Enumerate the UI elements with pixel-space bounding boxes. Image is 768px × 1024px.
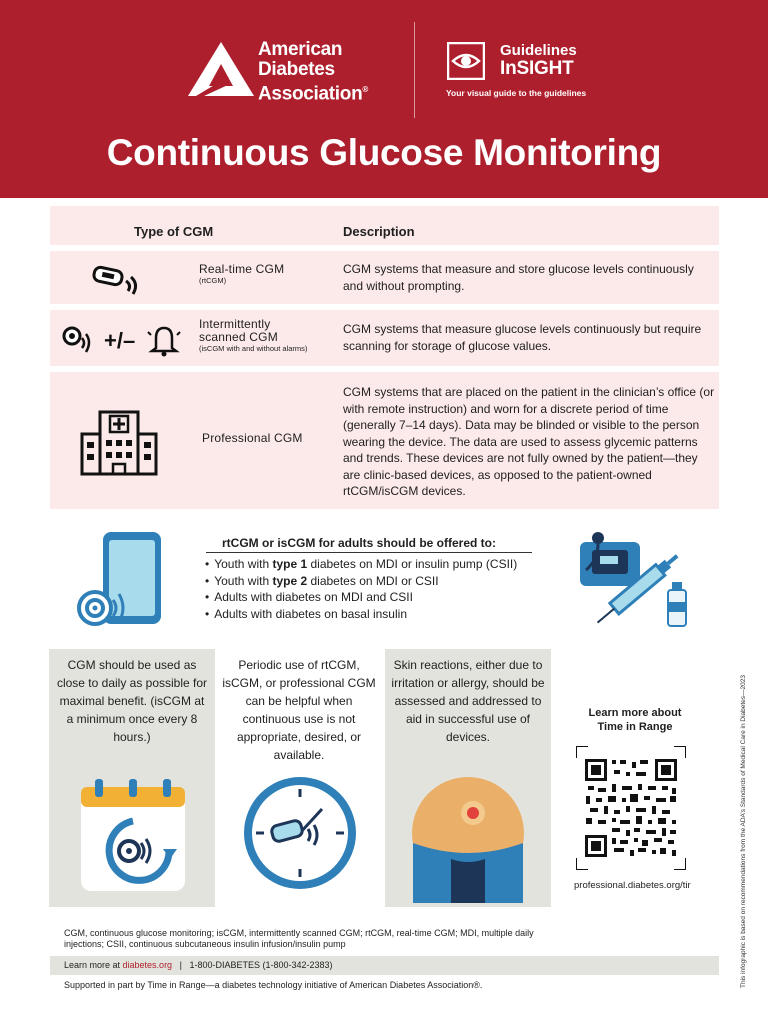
list-item: • Adults with diabetes on basal insulin (205, 606, 517, 623)
series-title-line-1: Guidelines (500, 42, 577, 59)
smartphone-sensor-icon (75, 530, 165, 630)
qr-heading: Learn more about Time in Range (588, 707, 682, 733)
separator: | (174, 960, 187, 970)
table-row (50, 310, 719, 366)
offer-heading-rule (206, 552, 532, 553)
card-text: CGM should be used as close to daily as possible for maximal benefit. (isCGM at a minimum once every 8 hours.) (56, 658, 208, 744)
diabetes-org-link[interactable]: diabetes.org (122, 960, 173, 970)
svg-text:+/–: +/– (104, 328, 136, 353)
cgm-type-name (199, 318, 307, 354)
header-divider (414, 22, 415, 118)
ada-triangle-logo-icon (186, 40, 256, 98)
page-title: Continuous Glucose Monitoring (106, 132, 662, 173)
column-header-type: Type of CGM (134, 224, 214, 239)
phone-number: 1-800-DIABETES (1-800-342-2383) (189, 960, 333, 970)
learn-more-bar (50, 956, 719, 975)
org-line-3: Association (258, 83, 363, 105)
info-card-periodic-use (216, 649, 382, 907)
ada-wordmark (258, 40, 368, 104)
qr-url[interactable]: professional.diabetes.org/tir (574, 880, 691, 891)
column-header-description: Description (343, 224, 415, 239)
scan-plusminus-alarm-icon (60, 320, 190, 358)
info-card-daily-use (49, 649, 215, 907)
series-tagline: Your visual guide to the guidelines (446, 88, 587, 98)
cgm-type-abbr: (isCGM with and without alarms) (199, 344, 308, 353)
cgm-sensor-icon (92, 263, 144, 295)
cgm-type-label: Professional CGM (202, 431, 303, 445)
cgm-type-name (199, 263, 284, 286)
cgm-type-description: CGM systems that measure glucose levels continuously but require scanning for storage of glucose values. (343, 322, 702, 353)
table-row (50, 251, 719, 304)
table-header-row (50, 206, 719, 245)
cgm-type-description: CGM systems that measure and store glucose levels continuously and without prompting. (343, 262, 694, 293)
clock-icon (240, 773, 360, 893)
list-item: • Adults with diabetes on MDI and CSII (205, 589, 517, 606)
list-item: • Youth with type 2 diabetes on MDI or CSII (205, 573, 517, 590)
calendar-icon (79, 777, 187, 895)
header-banner (0, 0, 768, 198)
qr-code-icon[interactable] (576, 746, 686, 870)
list-item: • Youth with type 1 diabetes on MDI or insulin pump (CSII) (205, 556, 517, 573)
cgm-type-name (202, 432, 303, 445)
supported-by-note: Supported in part by Time in Range—a diabetes technology initiative of American Diabetes Association®. (64, 980, 483, 990)
eye-book-icon (447, 42, 485, 80)
org-line-2: Diabetes (258, 59, 335, 80)
table-row (50, 372, 719, 509)
cgm-type-label: Intermittently scanned CGM (199, 317, 278, 344)
cgm-type-description: CGM systems that are placed on the patient in the clinician’s office (or with remote instruction) and worn for a discrete period of time (generally 7–14 days). Data may be blinded or visible to the person wearing the device. The data are used to assess glycemic patterns and trends. These devices are not fully owned by the patient—they are clinic-based devices, as opposed to the patient-owned rtCGM/isCGM devices. (343, 385, 715, 498)
series-title-line-2: InSIGHT (500, 58, 574, 79)
cgm-type-abbr: (rtCGM) (199, 276, 227, 285)
card-text: Periodic use of rtCGM, isCGM, or professional CGM can be helpful when continuous use is not appropriate, desired, or available. (222, 658, 376, 762)
insulin-pump-syringe-icon (578, 530, 690, 630)
card-text: Skin reactions, either due to irritation or allergy, should be assessed and addressed to aid in successful use of devices. (391, 658, 545, 744)
registered-mark: ® (362, 85, 369, 94)
cgm-type-label: Real-time CGM (199, 262, 285, 276)
side-source-note: This infographic is based on recommendations from the ADA’s Standards of Medical Care in Diabetes—2023 (740, 674, 747, 988)
skin-reaction-icon (411, 773, 525, 903)
learn-more-prefix: Learn more at (64, 960, 123, 970)
hospital-icon (80, 408, 158, 476)
offer-list (205, 556, 517, 622)
info-card-skin-reactions (385, 649, 551, 907)
abbreviations-note: CGM, continuous glucose monitoring; isCGM, intermittently scanned CGM; rtCGM, real-time CGM; MDI, multiple daily injections; CSII, continuous subcutaneous insulin infusion/insulin pump (64, 928, 534, 949)
offer-heading: rtCGM or isCGM for adults should be offered to: (222, 536, 496, 550)
org-line-1: American (258, 39, 343, 60)
